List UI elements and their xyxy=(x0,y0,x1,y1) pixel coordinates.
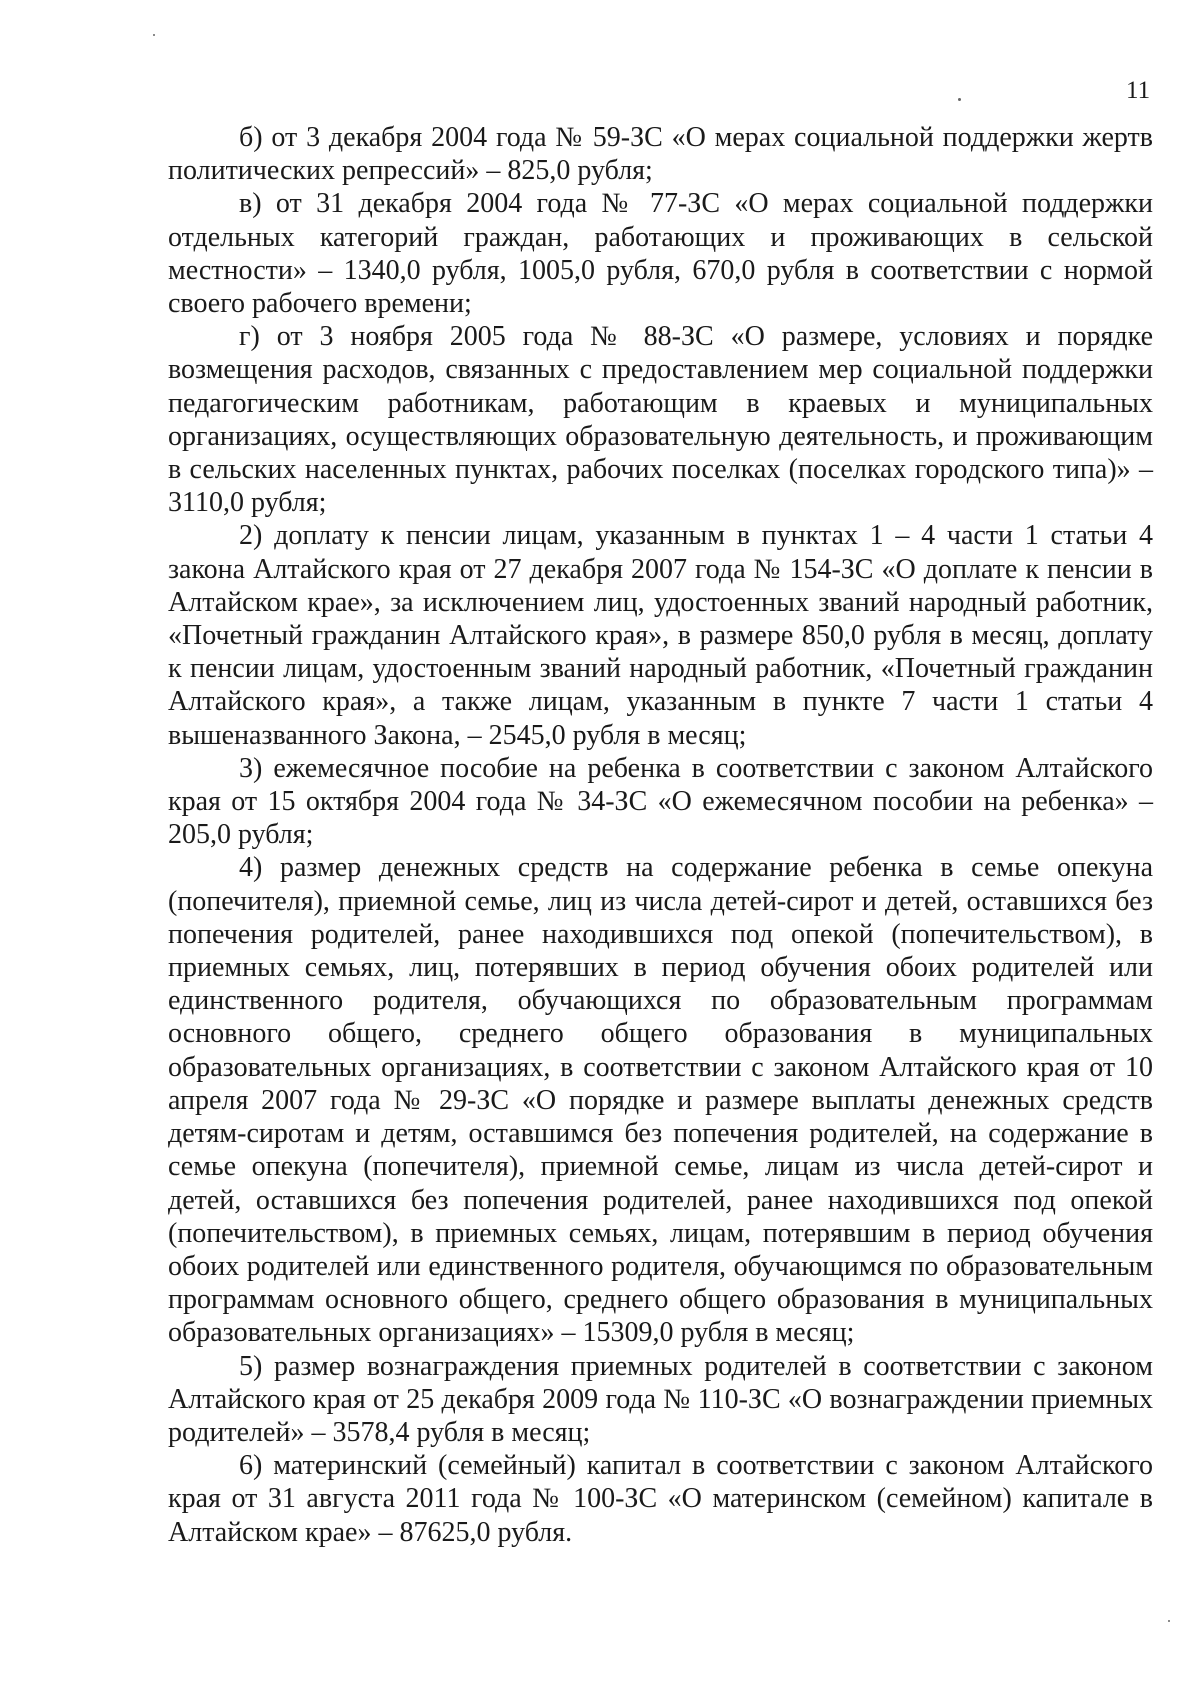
paragraph-5: 5) размер вознаграждения приемных родителей в соответствии с законом Алтайского края от 25 декабря 2009 года № 110-ЗС «О вознаграждении приемных родителей» – 3578,4 рубля в месяц; xyxy=(168,1350,1153,1448)
paragraph-2: 2) доплату к пенсии лицам, указанным в пунктах 1 – 4 части 1 статьи 4 закона Алтайского края от 27 декабря 2007 года № 154-ЗС «О доплате к пенсии в Алтайском крае», за исключением лиц, удостоенных званий народный работник, «Почетный гражданин Алтайского края», в размере 850,0 рубля в месяц, доплату к пенсии лицам, удостоенным званий народный работник, «Почетный гражданин Алтайского края», а также лицам, указанным в пункте 7 части 1 статьи 4 вышеназванного Закона, – 2545,0 рубля в месяц; xyxy=(168,520,1153,751)
paragraph-v: в) от 31 декабря 2004 года № 77-ЗС «О мерах социальной поддержки отдельных категорий граждан, работающих и проживающих в сельской местности» – 1340,0 рубля, 1005,0 рубля, 670,0 рубля в соответствии с нормой своего рабочего времени; xyxy=(168,188,1153,320)
scan-speck xyxy=(958,98,961,101)
paragraph-4: 4) размер денежных средств на содержание ребенка в семье опекуна (попечителя), приемной семье, лиц из числа детей-сирот и детей, оставшихся без попечения родителей, ранее находившихся под опекой (попечительством), в приемных семьях, лиц, потерявших в период обучения обоих родителей или единственного родителя, обучающихся по образовательным программам основного общего, среднего общего образования в муниципальных образовательных организациях, в соответствии с законом Алтайского края от 10 апреля 2007 года № 29-ЗС «О порядке и размере выплаты денежных средств детям-сиротам и детям, оставшимся без попечения родителей, на содержание в семье опекуна (попечителя), приемной семье, лицам из числа детей-сирот и детей, оставшихся без попечения родителей, ранее находившихся под опекой (попечительством), в приемных семьях, лицам, потерявшим в период обучения обоих родителей или единственного родителя, обучающимся по образовательным программам основного общего, среднего общего образования в муниципальных образовательных организациях» – 15309,0 рубля в месяц; xyxy=(168,852,1153,1349)
scan-speck xyxy=(153,34,155,36)
scan-speck xyxy=(1168,1620,1170,1622)
paragraph-g: г) от 3 ноября 2005 года № 88-ЗС «О размере, условиях и порядке возмещения расходов, связанных с предоставлением мер социальной поддержки педагогическим работникам, работающим в краевых и муниципальных организациях, осуществляющих образовательную деятельность, и проживающим в сельских населенных пунктах, рабочих поселках (поселках городского типа)» – 3110,0 рубля; xyxy=(168,321,1153,519)
paragraph-b: б) от 3 декабря 2004 года № 59-ЗС «О мерах социальной поддержки жертв политических репрессий» – 825,0 рубля; xyxy=(168,122,1153,187)
page-number: 11 xyxy=(1126,77,1151,104)
paragraph-3: 3) ежемесячное пособие на ребенка в соответствии с законом Алтайского края от 15 октября 2004 года № 34-ЗС «О ежемесячном пособии на ребенка» – 205,0 рубля; xyxy=(168,752,1153,851)
paragraph-6: 6) материнский (семейный) капитал в соответствии с законом Алтайского края от 31 августа 2011 года № 100-ЗС «О материнском (семейном) капитале в Алтайском крае» – 87625,0 рубля. xyxy=(168,1450,1153,1548)
document-body xyxy=(168,121,1153,1549)
